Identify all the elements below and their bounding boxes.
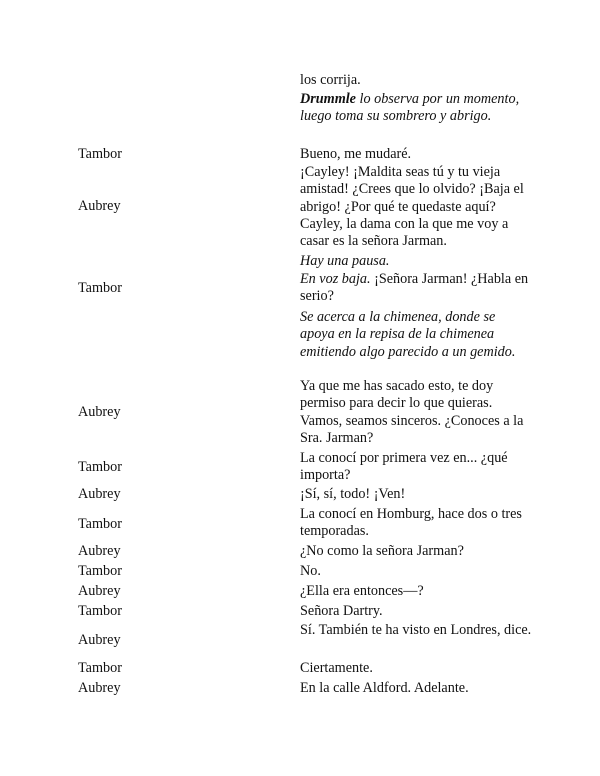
continuation-text: los corrija. <box>300 72 361 88</box>
dialogue-line: Bueno, me mudaré. <box>300 146 412 162</box>
stage-direction-drummle <box>300 91 532 126</box>
speaker-name: Aubrey <box>78 198 121 214</box>
stage-direction-fireplace: Se acerca a la chimenea, donde se apoya en la repisa de la chimenea emitiendo algo parecido a un gemido. <box>300 309 516 360</box>
dialogue-line <box>300 271 532 306</box>
dialogue-line: Señora Dartry. <box>300 603 383 619</box>
dialogue-text: ¡Señora Jarman! ¿Habla en serio? <box>300 271 529 305</box>
speaker-name: Tambor <box>78 516 122 532</box>
speaker-name: Aubrey <box>78 583 121 599</box>
speaker-name: Tambor <box>78 459 122 475</box>
stage-direction-pause: Hay una pausa. <box>300 253 390 269</box>
dialogue-line: Sí. También te ha visto en Londres, dice. <box>300 622 532 638</box>
character-name-drummle: Drummle <box>300 91 356 107</box>
dialogue-line: La conocí en Homburg, hace dos o tres temporadas. <box>300 506 522 540</box>
dialogue-line: La conocí por primera vez en... ¿qué importa? <box>300 450 508 484</box>
inline-stage-direction: En voz baja. <box>300 271 371 287</box>
speaker-name: Aubrey <box>78 543 121 559</box>
speaker-name: Tambor <box>78 280 122 296</box>
dialogue-line: ¡Sí, sí, todo! ¡Ven! <box>300 486 406 502</box>
dialogue-line: ¿Ella era entonces—? <box>300 583 424 599</box>
speaker-name: Aubrey <box>78 486 121 502</box>
dialogue-line: ¡Cayley! ¡Maldita seas tú y tu vieja amistad! ¿Crees que lo olvido? ¡Baja el abrigo! ¿Por qué te quedaste aquí? Cayley, la dama con la que me voy a casar es la señora Jarman. <box>300 164 524 250</box>
dialogue-line: No. <box>300 563 321 579</box>
stage-direction-text: lo observa por un momento, luego toma su sombrero y abrigo. <box>300 91 520 125</box>
dialogue-line: En la calle Aldford. Adelante. <box>300 680 469 696</box>
speaker-name: Aubrey <box>78 404 121 420</box>
speaker-name: Tambor <box>78 660 122 676</box>
speaker-name: Aubrey <box>78 680 121 696</box>
speaker-name: Tambor <box>78 146 122 162</box>
dialogue-line: Ya que me has sacado esto, te doy permiso para decir lo que quieras. Vamos, seamos sinceros. ¿Conoces a la Sra. Jarman? <box>300 378 524 446</box>
speaker-name: Tambor <box>78 603 122 619</box>
dialogue-line: Ciertamente. <box>300 660 373 676</box>
speaker-name: Tambor <box>78 563 122 579</box>
dialogue-line: ¿No como la señora Jarman? <box>300 543 464 559</box>
speaker-name: Aubrey <box>78 632 121 648</box>
